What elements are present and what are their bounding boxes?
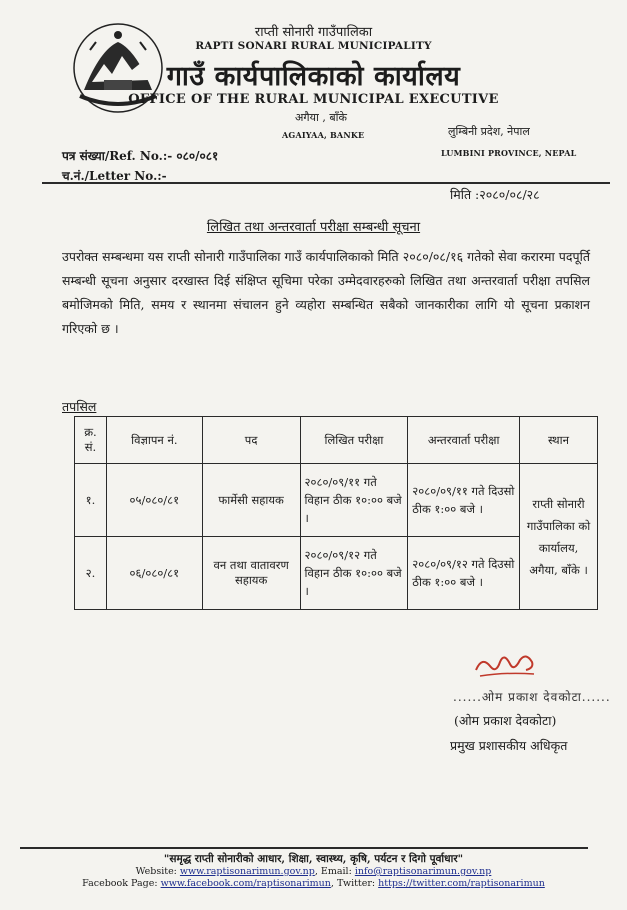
col-header-sn: क्र. सं.: [75, 417, 107, 464]
footer-contact-web: [0, 866, 627, 877]
schedule-heading: तपसिल: [62, 399, 97, 414]
col-header-venue: स्थान: [520, 417, 598, 464]
email-link[interactable]: info@raptisonarimun.gov.np: [354, 866, 492, 877]
website-link[interactable]: www.raptisonarimun.gov.np: [179, 866, 315, 877]
table-row: [75, 537, 598, 610]
signature-line: ......ओम प्रकाश देवकोटा......: [453, 690, 611, 704]
cell-ad-no: ०५/०८०/८१: [106, 464, 202, 537]
municipality-name-english: RAPTI SONARI RURAL MUNICIPALITY: [195, 40, 432, 52]
col-header-ad-no: विज्ञापन नं.: [106, 417, 202, 464]
cell-ad-no: ०६/०८०/८१: [106, 537, 202, 610]
cell-post: वन तथा वातावरण सहायक: [202, 537, 300, 610]
letter-number: च.नं./Letter No.:-: [62, 169, 167, 183]
facebook-link[interactable]: www.facebook.com/raptisonarimun: [160, 878, 331, 889]
cell-written-exam: २०८०/०९/११ गते विहान ठीक १०:०० बजे ।: [300, 464, 408, 537]
notice-body: उपरोक्त सम्बन्धमा यस राप्ती सोनारी गाउँपालिका गाउँ कार्यपालिकाको मिति २०८०/०८/१६ गतेको सेवा करारमा पदपूर्ति सम्बन्धी सूचना अनुसार दरखास्त दिई संक्षिप्त सूचिमा परेका उम्मेदवारहरुको लिखित तथा अन्तरवार्ता परीक्षा तपसिल बमोजिमको मिति, समय र स्थानमा संचालन हुने व्यहोरा सम्बन्धित सबैको जानकारीका लागि यो सूचना प्रकाशन गरिएको छ ।: [62, 249, 590, 336]
notice-date: मिति :२०८०/०८/२८: [450, 187, 540, 202]
website-label: Website:: [135, 866, 177, 877]
cell-sn: १.: [75, 464, 107, 537]
cell-written-exam: २०८०/०९/१२ गते विहान ठीक १०:०० बजे ।: [300, 537, 408, 610]
col-header-post: पद: [202, 417, 300, 464]
handwritten-signature: [470, 648, 540, 682]
col-header-interview: अन्तरवार्ता परीक्षा: [408, 417, 520, 464]
municipality-name-nepali: राप्ती सोनारी गाउँपालिका: [254, 25, 373, 40]
cell-post: फार्मेसी सहायक: [202, 464, 300, 537]
address-english: AGAIYAA, BANKE: [282, 130, 365, 140]
province-nepali: लुम्बिनी प्रदेश, नेपाल: [448, 125, 530, 138]
twitter-link[interactable]: https://twitter.com/raptisonarimun: [378, 878, 545, 889]
facebook-label: Facebook Page:: [82, 878, 158, 889]
cell-interview: २०८०/०९/११ गते दिउसो ठीक १:०० बजे ।: [408, 464, 520, 537]
office-title-english: OFFICE OF THE RURAL MUNICIPAL EXECUTIVE: [128, 92, 499, 107]
address-nepali: अगैया , बाँके: [295, 111, 347, 124]
footer-contact-social: [0, 878, 627, 889]
office-title-nepali: गाउँ कार्यपालिकाको कार्यालय: [166, 61, 461, 92]
signatory-title: प्रमुख प्रशासकीय अधिकृत: [450, 738, 568, 753]
header-divider: [42, 182, 610, 184]
signatory-name: (ओम प्रकाश देवकोटा): [454, 713, 557, 728]
col-header-written: लिखित परीक्षा: [300, 417, 408, 464]
cell-sn: २.: [75, 537, 107, 610]
province-english: LUMBINI PROVINCE, NEPAL: [441, 148, 577, 158]
table-header-row: [75, 417, 598, 464]
cell-venue: राप्ती सोनारी गाउँपालिका को कार्यालय, अगैया, बाँके ।: [520, 464, 598, 610]
notice-title: लिखित तथा अन्तरवार्ता परीक्षा सम्बन्धी सूचना: [206, 220, 421, 235]
reference-number: पत्र संख्या/Ref. No.:- ०८०/०८१: [62, 149, 219, 163]
footer-motto: "समृद्ध राप्ती सोनारीको आधार, शिक्षा, स्वास्थ्य, कृषि, पर्यटन र दिगो पूर्वाधार": [163, 853, 464, 865]
email-label: , Email:: [314, 866, 352, 877]
cell-interview: २०८०/०९/१२ गते दिउसो ठीक १:०० बजे ।: [408, 537, 520, 610]
table-row: [75, 464, 598, 537]
exam-schedule-table: [74, 416, 598, 610]
twitter-label: , Twitter:: [330, 878, 376, 889]
footer-divider: [20, 847, 588, 849]
